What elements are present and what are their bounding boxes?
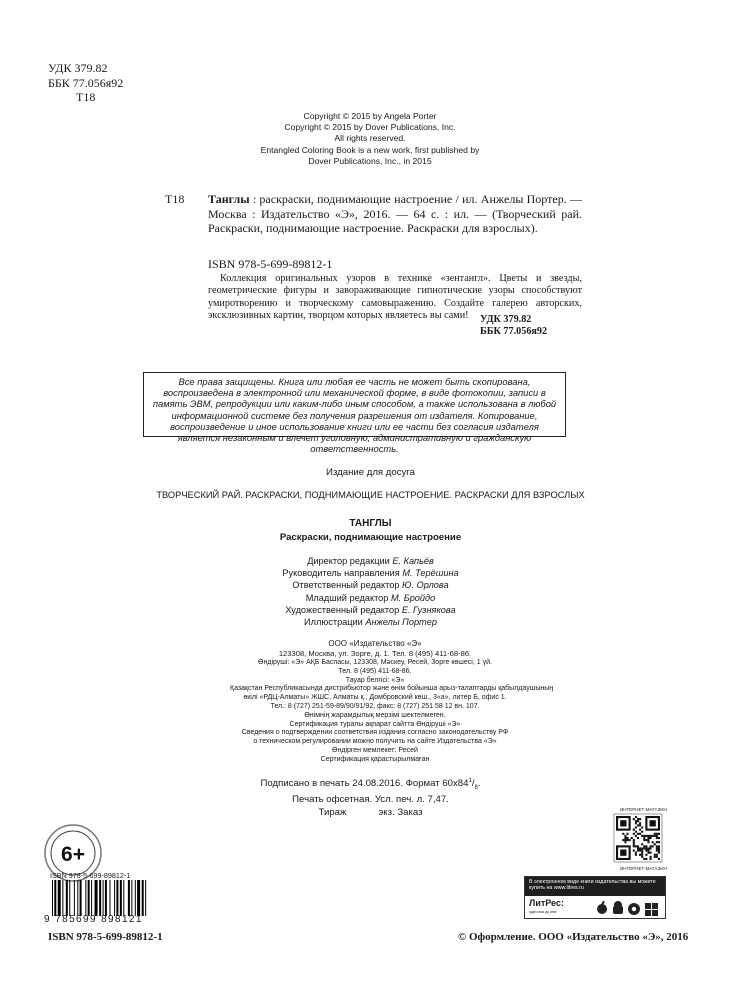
publisher-line: Сертификация туралы ақпарат сайтта Өндіруші «Э» <box>289 720 461 728</box>
copyright-line: Dover Publications, Inc., in 2015 <box>308 155 432 166</box>
credit-line <box>0 604 741 616</box>
bib-description <box>208 192 582 236</box>
copyright-line: Entangled Coloring Book is a new work, first published by <box>260 144 480 155</box>
rights-notice-box <box>143 372 566 455</box>
printing-signed-text: Подписано в печать 24.08.2016. Формат 60x84 <box>260 778 469 790</box>
publisher-line: Өндіруші: «Э» АҚБ Баспасы, 123308, Мәскеу, Ресей, Зорге көшесі, 1 үй. <box>258 659 492 666</box>
publisher-line: о техническом регулировании можно получить на сайте Издательства «Э» <box>253 738 497 746</box>
publisher-line: Өндірген мемлекет: Ресей <box>332 746 418 754</box>
bib-author-sign: Т18 <box>165 192 185 206</box>
series-label: ТВОРЧЕСКИЙ РАЙ. РАСКРАСКИ, ПОДНИМАЮЩИЕ НАСТРОЕНИЕ. РАСКРАСКИ ДЛЯ ВЗРОСЛЫХ <box>156 490 585 500</box>
bib-annotation: Коллекция оригинальных узоров в технике «зентангл». Цветы и звезды, геометрические фигуры и завораживающие гипнотические узоры способствуют умиротворению и творческому самовыражению. Создайте галерею авторских, эксклюзивных картин, творцом которых являетесь вы сами! <box>208 273 582 321</box>
android-icon <box>613 901 623 914</box>
format-denominator: 8 <box>474 785 478 792</box>
credit-name: М. Бройдо <box>390 592 436 603</box>
isbn-bottom: ISBN 978-5-699-89812-1 <box>48 931 163 943</box>
qr-label-bottom: ИНТЕРНЕТ-МАГАЗИН <box>620 866 667 871</box>
credit-line <box>0 616 741 628</box>
publisher-address: 123308, Москва, ул. Зорге, д. 1. Тел. 8 (495) 411-68-86. <box>278 649 472 658</box>
book-title: ТАНГЛЫ <box>349 518 392 529</box>
publisher-line: Қазақстан Республикасында дистрибьютор және өнім бойынша арыз-талаптарды қабылдаушының <box>230 685 554 693</box>
publisher-line: Тел.: 8 (727) 251-59-89/90/91/92, факс: 8 (727) 251 58 12 вн. 107. <box>270 702 480 710</box>
litres-tagline: один клик до книг <box>529 910 557 914</box>
litres-banner-text: В электронном виде книги издательства вы можете купить на www.litres.ru <box>525 877 665 896</box>
classification-block <box>48 61 123 105</box>
windows-icon <box>645 903 658 916</box>
design-credit: © Оформление. ООО «Издательство «Э», 2016 <box>458 931 689 943</box>
credit-role: Директор редакции <box>307 556 393 566</box>
credit-line <box>0 592 741 604</box>
bib-isbn: ISBN 978-5-699-89812-1 <box>208 257 333 271</box>
author-sign: Т18 <box>76 90 96 104</box>
credit-name: Анжелы Портер <box>365 617 437 628</box>
litres-banner <box>524 876 666 919</box>
barcode-digits: 9 785699 898121 <box>44 914 143 925</box>
printing-run: Тираж экз. Заказ <box>318 806 423 818</box>
rights-notice: Все права защищены. Книга или любая ее часть не может быть скопирована, воспроизведена в электронной или механической форме, в виде фотокопии, записи в память ЭВМ, репродукции или каким-либо иным способом, а также использована в любой информационной системе без получения разрешения от издателя. Копирование, воспроизведение и иное использование книги или ее части без согласия издателя является незаконным и влечет уголовную, административную и гражданскую ответственность. <box>152 376 557 455</box>
qr-code <box>606 810 670 866</box>
bbk-code: ББК 77.056я92 <box>48 75 124 90</box>
publisher-line: өкілі «РДЦ-Алматы» ЖШС, Алматы қ., Домбровский көш., 3«а», литер Б, офис 1. <box>243 694 507 702</box>
leisure-label: Издание для досуга <box>326 467 415 478</box>
copyright-block <box>200 111 540 167</box>
qr-label-top: ИНТЕРНЕТ-МАГАЗИН <box>620 807 667 812</box>
printing-signed: Подписано в печать 24.08.2016. Формат $60x84^1/_8$. <box>260 778 481 792</box>
publisher-name: ООО «Издательство «Э» <box>328 639 422 648</box>
bib-text: : раскраски, поднимающие настроение / ил. Анжелы Портер. — Москва : Издательство «Э», 2016. — 64 с. : ил. — (Творческий рай. Раскраски, поднимающие настроение. Раскраски для взрослых). <box>208 192 582 236</box>
book-subtitle: Раскраски, поднимающие настроение <box>279 532 462 543</box>
age-rating-text: 6+ <box>61 843 85 866</box>
copyright-line: Copyright © 2015 by Dover Publications, Inc. <box>284 122 456 133</box>
bib-bbk: ББК 77.056я92 <box>480 326 548 338</box>
chrome-icon <box>628 903 640 915</box>
litres-platform-icons <box>595 899 663 917</box>
publisher-line: Тел. 8 (495) 411-68-86. <box>338 667 412 675</box>
credit-name: Ю. Орлова <box>402 580 449 591</box>
copyright-line: Copyright © 2015 by Angela Porter <box>303 111 437 121</box>
publisher-line: Сертификация қарастырылмаған <box>320 755 430 763</box>
bib-classification <box>480 314 547 339</box>
publisher-line: Сведения о подтверждении соответствия издания согласно законодательству РФ <box>241 729 509 737</box>
credit-name: Е. Капьёв <box>392 556 434 566</box>
credit-line <box>0 555 741 567</box>
udk-code: УДК 379.82 <box>48 61 108 75</box>
credits-block <box>0 555 741 628</box>
barcode <box>50 880 190 916</box>
litres-logo: ЛитРес: <box>529 898 564 908</box>
printing-type: Печать офсетная. Усл. печ. л. 7,47. <box>292 794 449 806</box>
apple-icon <box>597 901 607 914</box>
credit-name: Е. Гузнякова <box>401 604 456 615</box>
credit-role: Младший редактор <box>305 592 391 603</box>
credit-line <box>0 567 741 579</box>
credit-line <box>0 579 741 591</box>
publisher-info <box>230 639 554 765</box>
credit-name: М. Терёшина <box>402 568 459 579</box>
credit-role: Ответственный редактор <box>292 580 403 591</box>
credit-role: Руководитель направления <box>282 568 403 579</box>
publisher-line: Өнімнің жарамдылық мерзімі шектелмеген. <box>304 711 446 719</box>
copyright-line: All rights reserved. <box>334 133 406 144</box>
credit-role: Иллюстрации <box>304 617 366 628</box>
bib-title: Танглы <box>208 192 250 206</box>
format-numerator: 1 <box>468 778 472 784</box>
publisher-line: Тауар белгісі: «Э» <box>345 676 405 684</box>
bib-udk: УДК 379.82 <box>480 314 532 325</box>
barcode-bars <box>52 880 146 916</box>
credit-role: Художественный редактор <box>285 604 402 615</box>
barcode-isbn: ISBN 978-5-699-89812-1 <box>50 871 131 880</box>
